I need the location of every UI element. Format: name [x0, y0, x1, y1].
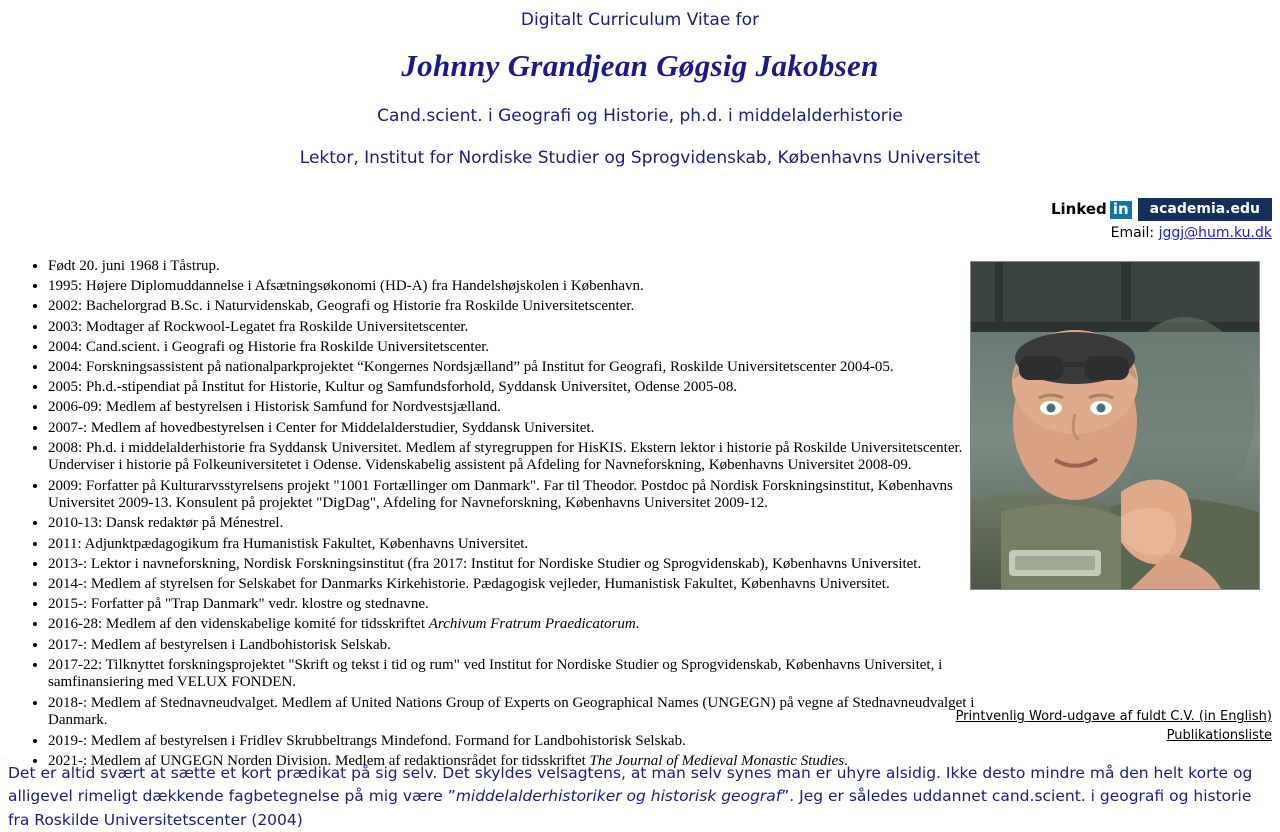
linkedin-label: Linked — [1050, 200, 1107, 219]
intro-part2: ”. Jeg er således uddannet cand.scient. i geografi og historie fra Roskilde Universitetscenter (2004) — [8, 787, 1252, 829]
list-item: • 2002: Bachelorgrad B.Sc. i Naturvidenskab, Geografi og Historie fra Roskilde Universitetscenter. — [48, 298, 983, 316]
intro-paragraph — [8, 762, 1272, 832]
list-item: • 2010-13: Dansk redaktør på Ménestrel. — [48, 515, 983, 533]
degrees-line: Cand.scient. i Geografi og Historie, ph.d. i middelalderhistorie — [377, 106, 903, 126]
list-item: • 2003: Modtager af Rockwool-Legatet fra Roskilde Universitetscenter. — [48, 319, 983, 337]
portrait-image — [971, 262, 1259, 589]
list-item: • 2019-: Medlem af bestyrelsen i Fridlev Skrubbeltrangs Mindefond. Formand for Landbohistorisk Selskab. — [48, 733, 983, 751]
list-item: • 2017-22: Tilknyttet forskningsprojektet "Skrift og tekst i tid og rum" ved Institut for Nordiske Studier og Sprogvidenskab, Københavns Universitet, i samfinansiering med VELUX FONDEN. — [48, 657, 983, 692]
list-item: • 2014-: Medlem af styrelsen for Selskabet for Danmarks Kirkehistorie. Pædagogisk vejleder, Humanistisk Fakultet, Københavns Universitet. — [48, 576, 983, 594]
list-item: • 2004: Cand.scient. i Geografi og Historie fra Roskilde Universitetscenter. — [48, 339, 983, 357]
intro-italic: middelalderhistoriker og historisk geograf — [455, 787, 782, 806]
social-links — [1051, 198, 1272, 221]
list-item: • 1995: Højere Diplomuddannelse i Afsætningsøkonomi (HD-A) fra Handelshøjskolen i København. — [48, 278, 983, 296]
academia-link[interactable]: academia.edu — [1138, 198, 1272, 221]
intro-part1: Det er altid svært at sætte et kort prædikat på sig selv. Det skyldes velsagtens, at man selv synes man er uhyre alsidig. Ikke desto mindre må den helt korte og alligevel rimeligt dækkende fagbetegnelse på mig være ” — [8, 764, 1253, 806]
list-item: • Født 20. juni 1968 i Tåstrup. — [48, 258, 983, 276]
list-item: • 2018-: Medlem af Stednavneudvalget. Medlem af United Nations Group of Experts on Geographical Names (UNGEGN) på vegne af Stednavneudvalget i Danmark. — [48, 695, 983, 730]
linkedin-icon: in — [1110, 201, 1132, 218]
document-links — [956, 708, 1272, 746]
list-item: • 2021-: Medlem af UNGEGN Norden Division. Medlem af redaktionsrådet for tidsskriftet The Journal of Medieval Monastic Studies. — [48, 753, 983, 771]
linkedin-link[interactable] — [1051, 200, 1132, 218]
email-link[interactable]: jggj@hum.ku.dk — [1158, 225, 1272, 241]
portrait-photo — [970, 261, 1260, 590]
list-item: • 2011: Adjunktpædagogikum fra Humanistisk Fakultet, Københavns Universitet. — [48, 536, 983, 554]
publications-link[interactable]: Publikationsliste — [1166, 727, 1272, 743]
page-title: Johnny Grandjean Gøgsig Jakobsen — [401, 48, 879, 83]
list-item: • 2013-: Lektor i navneforskning, Nordisk Forskningsinstitut (fra 2017: Institut for Nordiske Studier og Sprogvidenskab), Københavns Universitet. — [48, 556, 983, 574]
cv-list — [20, 258, 983, 773]
position-line: Lektor, Institut for Nordiske Studier og Sprogvidenskab, Københavns Universitet — [299, 148, 981, 168]
list-item: • 2009: Forfatter på Kulturarvsstyrelsens projekt "1001 Fortællinger om Danmark". Far til Theodor. Postdoc på Nordisk Forskningsinstitut, Københavns Universitet 2009-13. Konsulent på projektet "DigDag", Afdeling for Navneforskning, Københavns Universitet 2009-12. — [48, 478, 983, 513]
list-item: • 2008: Ph.d. i middelalderhistorie fra Syddansk Universitet. Medlem af styregruppen for HisKIS. Ekstern lektor i historie på Roskilde Universitetscenter. Underviser i historie på Folkeuniversitetet i Odense. Videnskabelig assistent på Afdeling for Navneforskning, Københavns Universitet 2008-09. — [48, 440, 983, 475]
list-item: • 2004: Forskningsassistent på nationalparkprojektet “Kongernes Nordsjælland” på Institut for Geografi, Roskilde Universitetscenter 2004-05. — [48, 359, 983, 377]
email-row — [1111, 225, 1272, 241]
page-subtitle: Digitalt Curriculum Vitae for — [520, 10, 760, 30]
list-item: • 2006-09: Medlem af bestyrelsen i Historisk Samfund for Nordvestsjælland. — [48, 399, 983, 417]
word-version-link[interactable]: Printvenlig Word-udgave af fuldt C.V. (in English) — [955, 709, 1272, 724]
email-label: Email: — [1110, 225, 1155, 241]
list-item: • 2015-: Forfatter på "Trap Danmark" vedr. klostre og stednavne. — [48, 596, 983, 614]
list-item: • 2007-: Medlem af hovedbestyrelsen i Center for Middelalderstudier, Syddansk Universitet. — [48, 420, 983, 438]
list-item: • 2005: Ph.d.-stipendiat på Institut for Historie, Kultur og Samfundsforhold, Syddansk Universitet, Odense 2005-08. — [48, 379, 983, 397]
list-item: • 2017-: Medlem af bestyrelsen i Landbohistorisk Selskab. — [48, 637, 983, 655]
page-header — [0, 0, 1280, 168]
list-item: • 2016-28: Medlem af den videnskabelige komité for tidsskriftet Archivum Fratrum Praedicatorum. — [48, 616, 983, 634]
